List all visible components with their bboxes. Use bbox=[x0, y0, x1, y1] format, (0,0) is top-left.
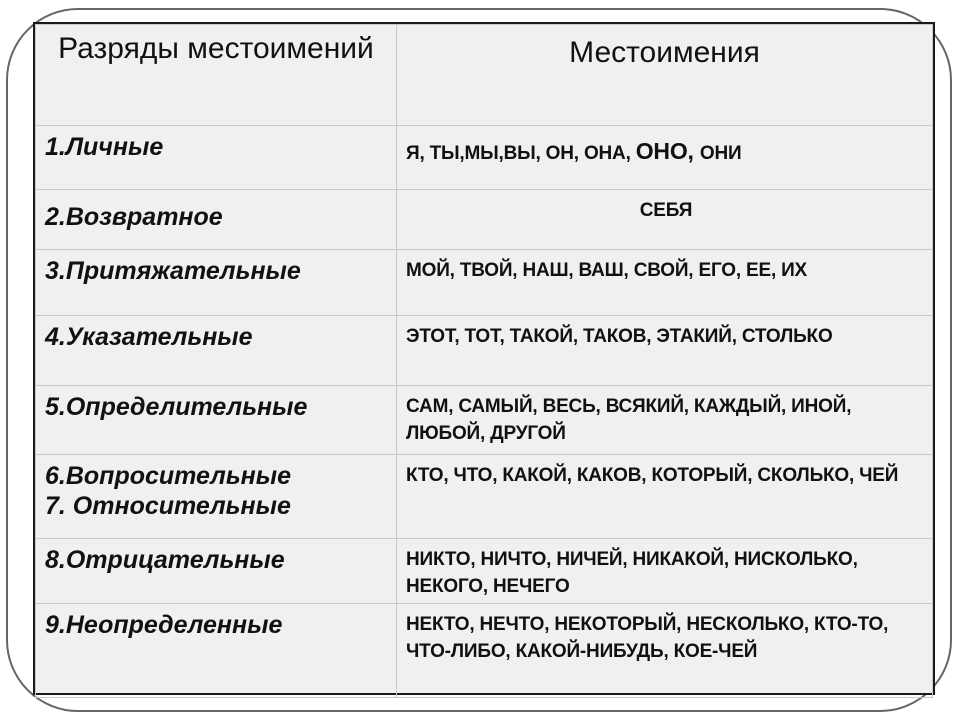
category-indefinite: 9.Неопределенные bbox=[36, 604, 397, 698]
header-categories: Разряды местоимений bbox=[36, 25, 397, 126]
pronouns-personal bbox=[397, 126, 933, 190]
category-personal: 1.Личные bbox=[36, 126, 397, 190]
category-reflexive: 2.Возвратное bbox=[36, 190, 397, 250]
category-possessive: 3.Притяжательные bbox=[36, 250, 397, 316]
table-row bbox=[36, 539, 933, 604]
pronoun-table-container bbox=[33, 22, 935, 695]
pronouns-personal-part-3: ОНИ bbox=[699, 143, 742, 164]
pronouns-determinative: САМ, САМЫЙ, ВЕСЬ, ВСЯКИЙ, КАЖДЫЙ, ИНОЙ, ЛЮБОЙ, ДРУГОЙ bbox=[397, 386, 933, 455]
category-relative: 7. Относительные bbox=[45, 492, 291, 520]
pronouns-reflexive: СЕБЯ bbox=[397, 190, 933, 250]
table-row bbox=[36, 126, 933, 190]
category-demonstrative: 4.Указательные bbox=[36, 316, 397, 386]
pronouns-demonstrative: ЭТОТ, ТОТ, ТАКОЙ, ТАКОВ, ЭТАКИЙ, СТОЛЬКО bbox=[397, 316, 933, 386]
table-row bbox=[36, 604, 933, 698]
table-row bbox=[36, 455, 933, 539]
table-row bbox=[36, 190, 933, 250]
category-determinative: 5.Определительные bbox=[36, 386, 397, 455]
table-row bbox=[36, 250, 933, 316]
table-header-row bbox=[36, 25, 933, 126]
header-pronouns: Местоимения bbox=[397, 25, 933, 126]
pronoun-categories-table bbox=[35, 24, 933, 698]
category-interrogative-relative bbox=[36, 455, 397, 539]
table-row bbox=[36, 316, 933, 386]
table-row bbox=[36, 386, 933, 455]
category-negative: 8.Отрицательные bbox=[36, 539, 397, 604]
pronouns-personal-part-1: Я, ТЫ,МЫ,ВЫ, ОН, ОНА, bbox=[406, 143, 636, 164]
pronouns-interrogative-relative: КТО, ЧТО, КАКОЙ, КАКОВ, КОТОРЫЙ, СКОЛЬКО, ЧЕЙ bbox=[397, 455, 933, 539]
pronouns-possessive: МОЙ, ТВОЙ, НАШ, ВАШ, СВОЙ, ЕГО, ЕЕ, ИХ bbox=[397, 250, 933, 316]
pronouns-negative: НИКТО, НИЧТО, НИЧЕЙ, НИКАКОЙ, НИСКОЛЬКО, НЕКОГО, НЕЧЕГО bbox=[397, 539, 933, 604]
pronouns-personal-part-2: ОНО, bbox=[635, 138, 700, 164]
pronouns-indefinite: НЕКТО, НЕЧТО, НЕКОТОРЫЙ, НЕСКОЛЬКО, КТО-ТО, ЧТО-ЛИБО, КАКОЙ-НИБУДЬ, КОЕ-ЧЕЙ bbox=[397, 604, 933, 698]
category-interrogative: 6.Вопросительные bbox=[45, 462, 292, 490]
